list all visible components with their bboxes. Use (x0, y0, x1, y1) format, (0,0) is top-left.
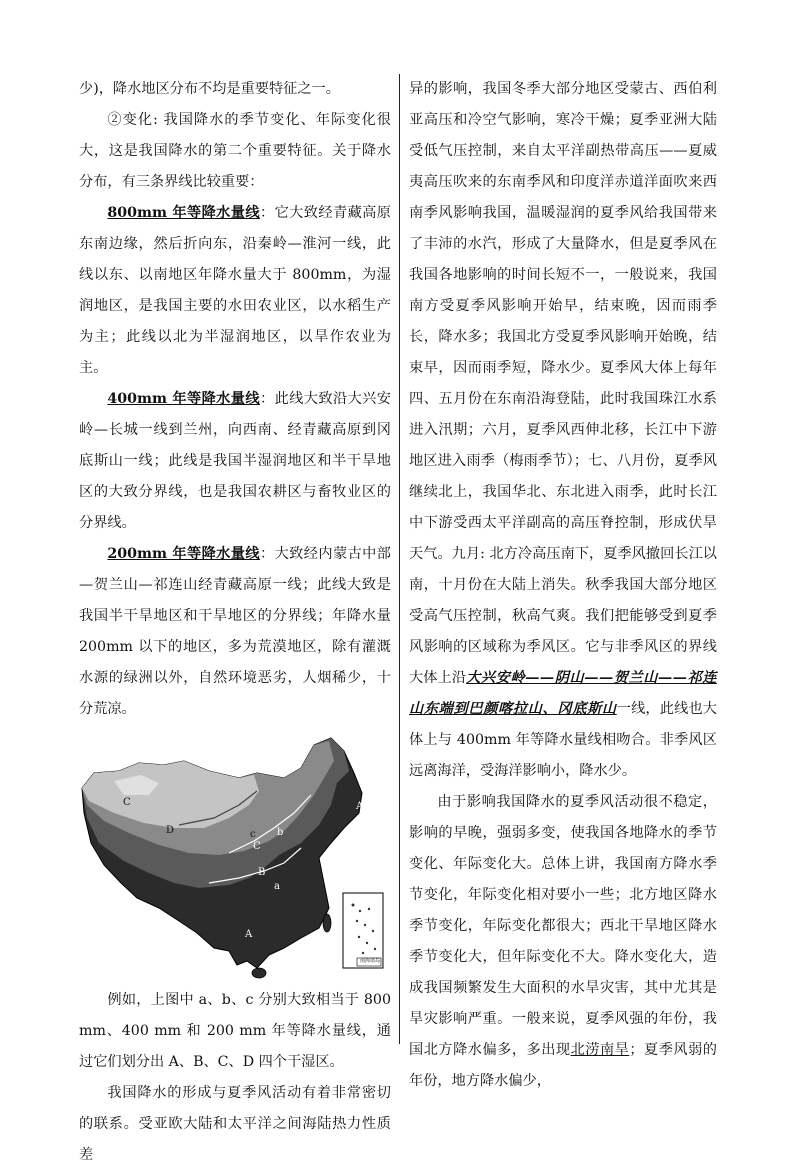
map-label-C-center: C (253, 841, 261, 852)
heading-800mm: 800mm 年等降水量线 (107, 205, 260, 221)
heading-200mm: 200mm 年等降水量线 (107, 546, 260, 562)
paragraph-200mm (79, 539, 391, 725)
text-monsoon: 异的影响，我国冬季大部分地区受蒙古、西伯利亚高压和冷空气影响，寒冷干燥；夏季亚洲大陆受低气压控制，来自太平洋副热带高压——夏威夷高压吹来的东南季风和印度洋赤道洋面吹来西南季风影响我国，温暖湿润的夏季风给我国带来了丰沛的水汽，形成了大量降水，但是夏季风在我国各地影响的时间长短不一，一般说来，我国南方受夏季风影响开始早，结束晚，因而雨季长，降水多；我国北方受夏季风影响开始晚，结束早，因而雨季短，降水少。夏季风大体上每年四、五月份在东南沿海登陆，此时我国珠江水系进入汛期；六月，夏季风西伸北移，长江中下游地区进入雨季（梅雨季节）；七、八月份，夏季风继续北上，我国华北、东北进入雨季，此时长江中下游受西太平洋副高的高压脊控制，形成伏旱天气。九月: 北方冷高压南下，夏季风撤回长江以南，十月份在大陆上消失。秋季我国大部分地区受高气压控制，秋高气爽。我们把能够受到夏季风影响的区域称为季风区。它与非季风区的界线大体上沿 (409, 81, 717, 686)
map-graphic (79, 733, 391, 983)
paragraph-monsoon-start: 我国降水的形成与夏季风活动有着非常密切的联系。受亚欧大陆和太平洋之间海陆热力性质差 (79, 1085, 391, 1163)
heading-400mm: 400mm 年等降水量线 (107, 391, 260, 407)
map-label-a: a (274, 881, 280, 892)
map-island-hainan (252, 968, 266, 978)
map-label-A-northeast: A (356, 801, 364, 812)
china-precipitation-map (79, 733, 391, 983)
map-label-D: D (166, 825, 175, 836)
map-label-C-west: C (123, 797, 131, 808)
right-column (409, 74, 717, 1097)
inset-caption: 南海诸岛 (359, 958, 380, 964)
map-label-B: B (258, 867, 266, 878)
map-label-A-south: A (245, 929, 253, 940)
north-flood-south-drought: 北涝南旱 (570, 1042, 630, 1058)
paragraph-monsoon-continued (409, 74, 717, 787)
text-400mm: ：此线大致沿大兴安岭—长城一线到兰州，向西南、经青藏高原到冈底斯山一线；此线是我国半湿润地区和半干旱地区的大致分界线，也是我国农耕区与畜牧业区的分界线。 (79, 391, 391, 531)
column-divider (399, 74, 400, 1044)
paragraph-example: 例如，上图中 a、b、c 分别大致相当于 800 mm、400 mm 和 200 mm 年等降水量线，通过它们划分出 A、B、C、D 四个干湿区。 (79, 992, 391, 1070)
text-variability-end: ；夏季风弱的年份，地方降水偏少， (409, 1042, 717, 1089)
paragraph-variability (409, 787, 717, 1097)
text-monsoon-end: 一线，此线也大体上与 400mm 年等降水量线相吻合。非季风区远离海洋，受海洋影响小，降水少。 (409, 701, 717, 779)
map-island-taiwan (323, 914, 331, 932)
paragraph-variation: ②变化: 我国降水的季节变化、年际变化很大，这是我国降水的第二个重要特征。关于降水分布，有三条界线比较重要： (79, 112, 391, 190)
map-label-b: b (277, 827, 284, 838)
paragraph-800mm (79, 198, 391, 384)
text-variability: 由于影响我国降水的夏季风活动很不稳定，影响的早晚，强弱多变，使我国各地降水的季节变化、年际变化大。总体上讲，我国南方降水季节变化，年际变化相对要小一些；北方地区降水季节变化，年际变化都很大；西北干旱地区降水季节变化大，但年际变化不大。降水变化大，造成我国频繁发生大面积的水旱灾害，其中尤其是旱灾影响严重。一般来说，夏季风强的年份，我国北方降水偏多，多出现 (409, 794, 717, 1058)
map-label-c: c (250, 829, 256, 840)
text-200mm: ：大致经内蒙古中部—贺兰山—祁连山经青藏高原一线；此线大致是我国半干旱地区和干旱地区的分界线；年降水量 200mm 以下的地区，多为荒漠地区，除有灌溉水源的绿洲以外，自然环境恶劣，人烟稀少，十分荒凉。 (79, 546, 391, 717)
monsoon-boundary-line: 大兴安岭——阴山——贺兰山——祁连山东端到巴颜喀拉山、冈底斯山 (409, 670, 717, 717)
paragraph-1: 少)，降水地区分布不均是重要特征之一。 (79, 81, 340, 97)
left-column (79, 74, 391, 1171)
paragraph-400mm (79, 384, 391, 539)
text-800mm: ：它大致经青藏高原东南边缘，然后折向东，沿秦岭—淮河一线，此线以东、以南地区年降水量大于 800mm，为湿润地区，是我国主要的水田农业区，以水稻生产为主；此线以北为半湿润地区，以旱作农业为主。 (79, 205, 391, 376)
